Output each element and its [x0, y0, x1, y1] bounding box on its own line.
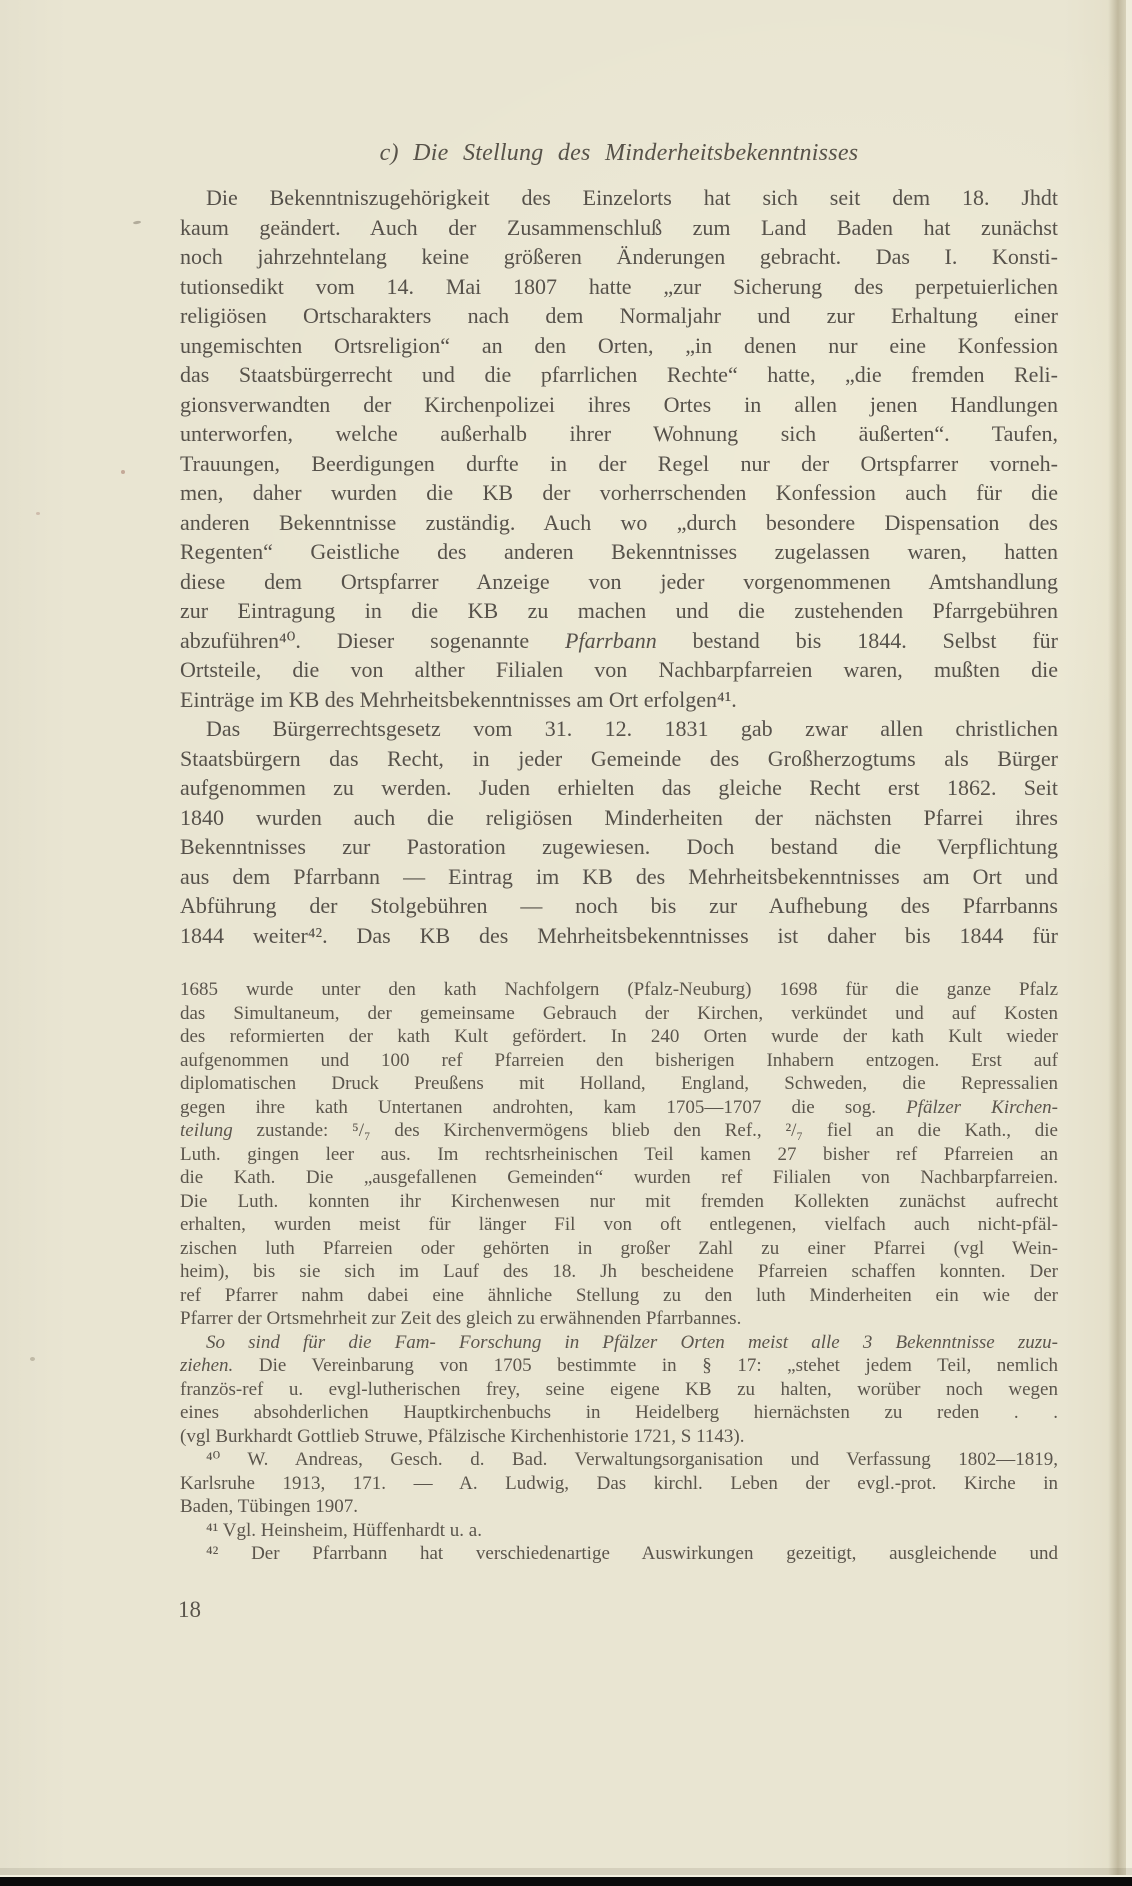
text-segment: teilung — [180, 1120, 233, 1141]
text-segment: kaum geändert. Auch der Zusammenschluß zum Land Baden hat zunächst — [180, 214, 1058, 240]
text-line — [180, 1002, 1058, 1026]
text-segment: abzuführen⁴⁰. Dieser sogenannte — [180, 627, 566, 653]
text-segment: Staatsbürgern das Recht, in jeder Gemeinde des Großherzogtums als Bürger — [180, 745, 1058, 771]
text-segment: 1840 wurden auch die religiösen Minderheiten der nächsten Pfarrei ihres — [180, 804, 1058, 830]
text-line — [180, 331, 1058, 361]
text-line — [180, 390, 1058, 420]
text-segment: Das Bürgerrechtsgesetz vom 31. 12. 1831 gab zwar allen christlichen — [206, 716, 1058, 741]
text-line — [180, 1331, 1058, 1355]
text-segment: die Kath. Die „ausgefallenen Gemeinden“ wurden ref Filialen von Nachbarpfarreien. — [180, 1167, 1058, 1188]
text-segment: das Simultaneum, der gemeinsame Gebrauch der Kirchen, verkündet und auf Kosten — [180, 1002, 1058, 1024]
footnotes — [180, 978, 1058, 1566]
text-segment: Ortsteile, die von alther Filialen von Nachbarpfarreien waren, mußten die — [180, 657, 1058, 682]
text-line — [180, 685, 1058, 715]
text-line — [180, 1307, 1058, 1331]
text-line — [180, 891, 1058, 921]
page-edge-shadow — [1108, 0, 1126, 1877]
text-segment: französ-ref u. evgl-lutherischen frey, seine eigene KB zu halten, worüber noch wegen — [180, 1378, 1058, 1400]
text-segment: So sind für die Fam- Forschung in Pfälzer Orten meist alle 3 Bekenntnisse zuzu- — [206, 1331, 1058, 1353]
text-segment: ungemischten Ortsreligion“ an den Orten, „in denen nur eine Konfession — [180, 332, 1058, 358]
text-line — [180, 301, 1058, 331]
text-segment: Die Vereinbarung von 1705 bestimmte in § 17: „stehet jedem Teil, nemlich — [233, 1355, 1058, 1376]
text-segment: Baden, Tübingen 1907. — [180, 1496, 359, 1517]
text-segment: zischen luth Pfarreien oder gehörten in großer Zahl zu einer Pfarrei (vgl Wein- — [180, 1237, 1058, 1259]
text-segment: noch jahrzehntelang keine größeren Änderungen gebracht. Das I. Konsti- — [180, 244, 1058, 269]
text-line — [180, 978, 1058, 1002]
text-line — [180, 596, 1058, 626]
text-segment: ziehen. — [180, 1355, 234, 1376]
scan-bottom-bar — [0, 1877, 1132, 1886]
text-line — [180, 213, 1058, 243]
section-heading: c) Die Stellung des Minderheitsbekenntnisses — [379, 140, 859, 166]
text-line — [180, 183, 1058, 213]
text-line — [180, 360, 1058, 390]
text-line — [180, 1542, 1058, 1566]
page-number: 18 — [178, 1597, 201, 1622]
text-line — [180, 1354, 1058, 1378]
text-segment: religiösen Ortscharakters nach dem Normaljahr und zur Erhaltung einer — [180, 303, 1058, 328]
text-line — [180, 1049, 1058, 1073]
text-segment: aufgenommen zu werden. Juden erhielten das gleiche Recht erst 1862. Seit — [180, 775, 1058, 800]
text-segment: unterworfen, welche außerhalb ihrer Wohnung sich äußerten“. Taufen, — [180, 421, 1058, 446]
text-segment: Karlsruhe 1913, 171. — A. Ludwig, Das kirchl. Leben der evgl.-prot. Kirche in — [180, 1472, 1058, 1494]
text-segment: Die Luth. konnten ihr Kirchenwesen nur mit fremden Kollekten zunächst aufrecht — [180, 1190, 1058, 1212]
text-line — [180, 419, 1058, 449]
text-line — [180, 508, 1058, 538]
text-line — [180, 1495, 1058, 1519]
scan-speck — [30, 1357, 35, 1361]
text-line — [180, 773, 1058, 803]
text-segment: ⁴⁰ W. Andreas, Gesch. d. Bad. Verwaltungsorganisation und Verfassung 1802—1819, — [206, 1449, 1058, 1470]
text-line — [180, 1472, 1058, 1496]
scan-speck — [133, 220, 141, 224]
text-line — [180, 1096, 1058, 1120]
text-segment: Die Bekenntniszugehörigkeit des Einzelorts hat sich seit dem 18. Jhdt — [206, 185, 1058, 210]
text-segment: diplomatischen Druck Preußens mit Holland, England, Schweden, die Repressalien — [180, 1073, 1058, 1094]
text-line — [180, 1166, 1058, 1190]
text-segment: Bekenntnisses zur Pastoration zugewiesen. Doch bestand die Verpflichtung — [180, 834, 1058, 859]
text-segment: Abführung der Stolgebühren — noch bis zur Aufhebung des Pfarrbanns — [180, 893, 1058, 918]
text-segment: Regenten“ Geistliche des anderen Bekenntnisses zugelassen waren, hatten — [180, 539, 1058, 564]
text-line — [180, 921, 1058, 951]
text-line — [180, 626, 1058, 656]
text-line — [180, 1190, 1058, 1214]
text-line — [180, 803, 1058, 833]
page-edge-light — [1126, 0, 1132, 1877]
text-line — [180, 714, 1058, 744]
text-segment: heim), bis sie sich im Lauf des 18. Jh bescheidene Pfarreien schaffen konnten. Der — [180, 1261, 1058, 1282]
text-segment: aufgenommen und 100 ref Pfarreien den bisherigen Inhabern entzogen. Erst auf — [180, 1049, 1058, 1071]
text-line — [180, 832, 1058, 862]
text-line — [180, 1213, 1058, 1237]
text-segment: Pfarrer der Ortsmehrheit zur Zeit des gleich zu erwähnenden Pfarrbannes. — [180, 1308, 742, 1329]
main-text — [180, 183, 1058, 950]
text-line — [180, 1284, 1058, 1308]
text-line — [180, 272, 1058, 302]
text-segment: gegen ihre kath Untertanen androhten, kam 1705—1707 die sog. — [180, 1096, 907, 1118]
text-segment: (vgl Burkhardt Gottlieb Struwe, Pfälzische Kirchenhistorie 1721, S 1143). — [180, 1425, 745, 1447]
scan-bottom-smudge — [0, 1868, 1132, 1875]
text-segment: diese dem Ortspfarrer Anzeige von jeder vorgenommenen Amtshandlung — [180, 568, 1058, 594]
text-segment: ⁴² Der Pfarrbann hat verschiedenartige Auswirkungen gezeitigt, ausgleichende und — [206, 1543, 1058, 1564]
text-line — [180, 1119, 1058, 1143]
text-line — [180, 537, 1058, 567]
text-segment: das Staatsbürgerrecht und die pfarrlichen Rechte“ hatte, „die fremden Reli- — [180, 362, 1058, 387]
text-line — [180, 655, 1058, 685]
text-line — [180, 1448, 1058, 1472]
text-segment: anderen Bekenntnisse zuständig. Auch wo „durch besondere Dispensation des — [180, 509, 1058, 535]
text-segment: Pfarrbann — [565, 627, 657, 653]
text-segment: 1685 wurde unter den kath Nachfolgern (Pfalz-Neuburg) 1698 für die ganze Pfalz — [180, 979, 1058, 1000]
text-segment: ⁴¹ Vgl. Heinsheim, Hüffenhardt u. a. — [206, 1519, 482, 1541]
text-line — [180, 1425, 1058, 1449]
text-line — [180, 1260, 1058, 1284]
text-line — [180, 1072, 1058, 1096]
text-segment: zur Eintragung in die KB zu machen und die zustehenden Pfarrgebühren — [180, 598, 1058, 623]
text-line — [180, 242, 1058, 272]
scan-speck — [36, 512, 40, 515]
text-segment: men, daher wurden die KB der vorherrschenden Konfession auch für die — [180, 480, 1058, 505]
text-segment: Einträge im KB des Mehrheitsbekenntnisses am Ort erfolgen⁴¹. — [180, 686, 737, 712]
text-segment: aus dem Pfarrbann — Eintrag im KB des Mehrheitsbekenntnisses am Ort und — [180, 863, 1058, 889]
text-line — [180, 1401, 1058, 1425]
text-line — [180, 1143, 1058, 1167]
text-segment: erhalten, wurden meist für länger Fil von oft entlegenen, vielfach auch nicht-pfäl- — [180, 1214, 1058, 1235]
text-segment: bestand bis 1844. Selbst für — [656, 627, 1058, 653]
text-segment: Pfälzer Kirchen- — [906, 1096, 1058, 1118]
scan-speck — [121, 470, 125, 474]
text-line — [180, 1519, 1058, 1543]
text-segment: ref Pfarrer nahm dabei eine ähnliche Stellung zu den luth Minderheiten ein wie der — [180, 1284, 1058, 1306]
text-segment: 1844 weiter⁴². Das KB des Mehrheitsbekenntnisses ist daher bis 1844 für — [180, 922, 1058, 948]
text-line — [180, 567, 1058, 597]
text-segment: tutionsedikt vom 14. Mai 1807 hatte „zur Sicherung des perpetuierlichen — [180, 273, 1058, 299]
text-line — [180, 478, 1058, 508]
text-segment: gionsverwandten der Kirchenpolizei ihres Ortes in allen jenen Handlungen — [180, 391, 1058, 417]
text-line — [180, 1237, 1058, 1261]
text-segment: Luth. gingen leer aus. Im rechtsrheinischen Teil kamen 27 bisher ref Pfarreien an — [180, 1143, 1058, 1165]
text-segment: zustande: ⁵/₇ des Kirchenvermögens blieb den Ref., ²/₇ fiel an die Kath., die — [232, 1120, 1058, 1141]
text-segment: Trauungen, Beerdigungen durfte in der Regel nur der Ortspfarrer vorneh- — [180, 450, 1058, 476]
text-line — [180, 1378, 1058, 1402]
text-line — [180, 1025, 1058, 1049]
text-line — [180, 449, 1058, 479]
text-line — [180, 862, 1058, 892]
text-segment: des reformierten der kath Kult gefördert. In 240 Orten wurde der kath Kult wieder — [180, 1026, 1058, 1047]
text-line — [180, 744, 1058, 774]
text-segment: eines absohderlichen Hauptkirchenbuchs in Heidelberg hiernächsten zu reden . . — [180, 1402, 1058, 1423]
